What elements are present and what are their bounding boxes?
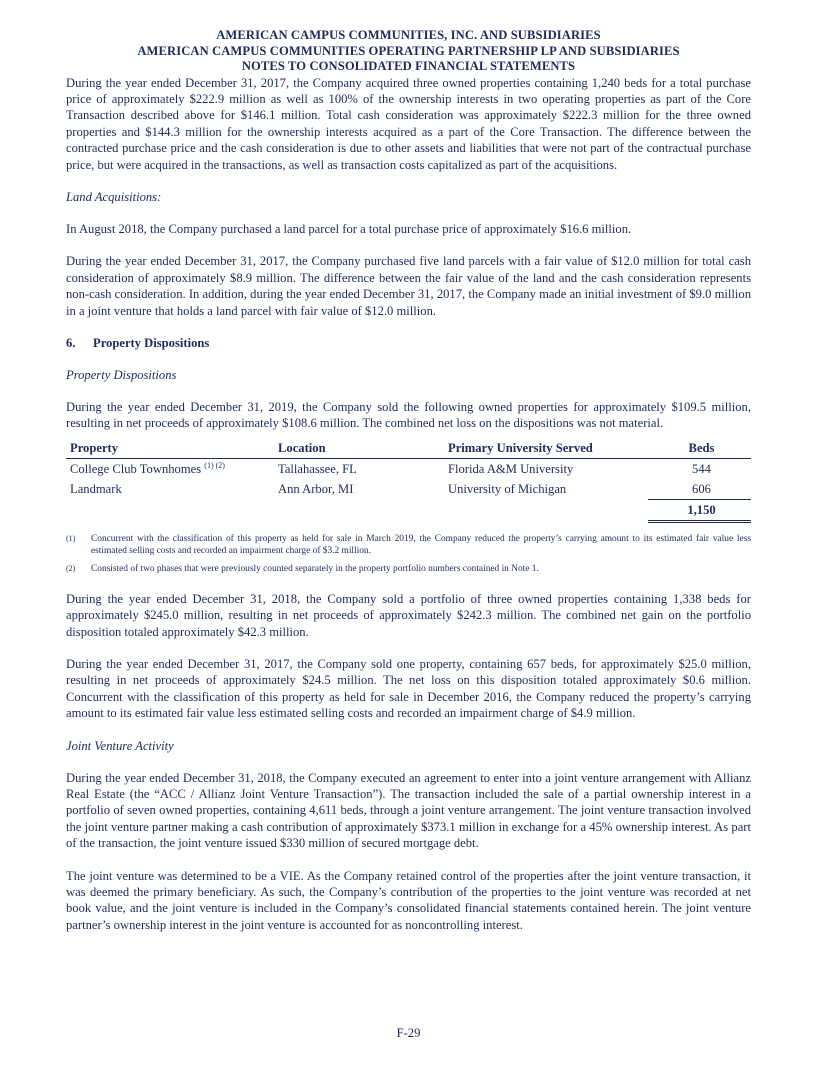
- cell-beds: 606: [692, 481, 711, 496]
- col-header-beds: Beds: [648, 440, 751, 459]
- table-total-row: [66, 499, 751, 521]
- dispositions-paragraph: During the year ended December 31, 2019, the Company sold the following owned properties for approximately $109.5 million, resulting in net proceeds of approximately $108.6 million. The combined net loss on the dispositions was not material.: [66, 399, 751, 431]
- section-number: 6.: [66, 335, 76, 350]
- joint-venture-heading: Joint Venture Activity: [66, 738, 174, 753]
- document-page: [66, 28, 751, 933]
- header-notes-title: NOTES TO CONSOLIDATED FINANCIAL STATEMENTS: [241, 59, 576, 73]
- footnote: [66, 563, 751, 575]
- cell-beds: 544: [692, 461, 711, 476]
- property-dispositions-heading: Property Dispositions: [66, 367, 177, 382]
- footnote: [66, 533, 751, 557]
- acquisitions-paragraph: During the year ended December 31, 2017, the Company acquired three owned properties containing 1,240 beds for a total purchase price of approximately $222.9 million as well as 100% of the ownership interests in two operating properties as part of the Core Transaction described above for $146.1 million. Total cash consideration was approximately $222.3 million for the three owned properties and $144.3 million for the ownership interests acquired as a part of the Core Transaction. The difference between the contracted purchase price and the cash consideration is due to other assets and liabilities that were not part of the contractual purchase price, but were acquired in the transactions, as well as transaction costs capitalized as part of the acquisitions.: [66, 75, 751, 172]
- dispositions-2017-paragraph: During the year ended December 31, 2017, the Company sold one property, containing 657 beds, for approximately $25.0 million, resulting in net proceeds of approximately $24.5 million. The net loss on this disposition totaled approximately $0.6 million. Concurrent with the classification of this property as held for sale in December 2016, the Company reduced the property’s carrying amount to its estimated fair value less estimated selling costs and recorded an impairment charge of $4.9 million.: [66, 657, 751, 721]
- header-partnership: AMERICAN CAMPUS COMMUNITIES OPERATING PARTNERSHIP LP AND SUBSIDIARIES: [137, 43, 680, 58]
- land-paragraph-2017: During the year ended December 31, 2017, the Company purchased five land parcels with a fair value of $12.0 million for total cash consideration of approximately $8.9 million. The difference between the fair value of the land and the cash consideration represents non-cash consideration. In addition, during the year ended December 31, 2017, the Company made an initial investment of $9.0 million in a joint venture that holds a land parcel with fair value of $12.0 million.: [66, 254, 751, 318]
- table-header-row: [66, 440, 751, 459]
- footnote-text: Concurrent with the classification of this property as held for sale in March 2019, the Company reduced the property’s carrying amount to its estimated fair value less estimated selling costs and recorded an impairment charge of $3.2 million.: [91, 533, 751, 556]
- col-header-location: Location: [274, 440, 444, 459]
- header-company: AMERICAN CAMPUS COMMUNITIES, INC. AND SUBSIDIARIES: [216, 28, 601, 42]
- land-acquisitions-heading: Land Acquisitions:: [66, 189, 162, 204]
- cell-university: Florida A&M University: [448, 461, 574, 476]
- page-number: F-29: [396, 1026, 421, 1040]
- col-header-university: Primary University Served: [444, 440, 648, 459]
- cell-location: Ann Arbor, MI: [278, 482, 354, 497]
- table-row: [66, 458, 751, 479]
- footnote-mark: (2): [66, 563, 76, 573]
- cell-location: Tallahassee, FL: [278, 461, 357, 476]
- joint-venture-paragraph-1: During the year ended December 31, 2018, the Company executed an agreement to enter into a joint venture arrangement with Allianz Real Estate (the “ACC / Allianz Joint Venture Transaction”). The transaction included the sale of a partial ownership interest in a portfolio of seven owned properties, containing 4,611 beds, through a joint venture arrangement. The joint venture transaction involved the joint venture partner making a cash contribution of approximately $373.1 million in exchange for a 45% ownership interest. As part of the transaction, the joint venture issued $330 million of secured mortgage debt.: [66, 770, 751, 851]
- section-heading: [66, 335, 751, 351]
- cell-property: College Club Townhomes $^{(1) (2)}$: [70, 460, 225, 476]
- dispositions-table: [66, 440, 751, 523]
- section-title: Property Dispositions: [93, 335, 210, 350]
- table-row: [66, 479, 751, 500]
- footnote-text: Consisted of two phases that were previously counted separately in the property portfolio numbers contained in Note 1.: [91, 563, 539, 574]
- cell-property: Landmark: [70, 482, 122, 497]
- col-header-property: Property: [66, 440, 274, 459]
- dispositions-2018-paragraph: During the year ended December 31, 2018, the Company sold a portfolio of three owned properties containing 1,338 beds for approximately $245.0 million, resulting in net proceeds of approximately $242.3 million. The combined net gain on the portfolio disposition totaled approximately $42.3 million.: [66, 591, 751, 639]
- cell-university: University of Michigan: [448, 482, 567, 497]
- land-paragraph-2018: In August 2018, the Company purchased a land parcel for a total purchase price of approximately $16.6 million.: [66, 221, 632, 236]
- total-beds: 1,150: [648, 499, 751, 521]
- joint-venture-paragraph-2: The joint venture was determined to be a VIE. As the Company retained control of the properties after the joint venture transaction, it was deemed the primary beneficiary. As such, the Company’s contribution of the properties to the joint venture was recorded at net book value, and the joint venture is included in the Company’s consolidated financial statements contained herein. The joint venture partner’s ownership interest in the joint venture is accounted for as noncontrolling interest.: [66, 868, 751, 932]
- footnote-marks: (1) (2): [204, 460, 225, 470]
- footnote-mark: (1): [66, 533, 76, 543]
- document-header: [66, 28, 751, 75]
